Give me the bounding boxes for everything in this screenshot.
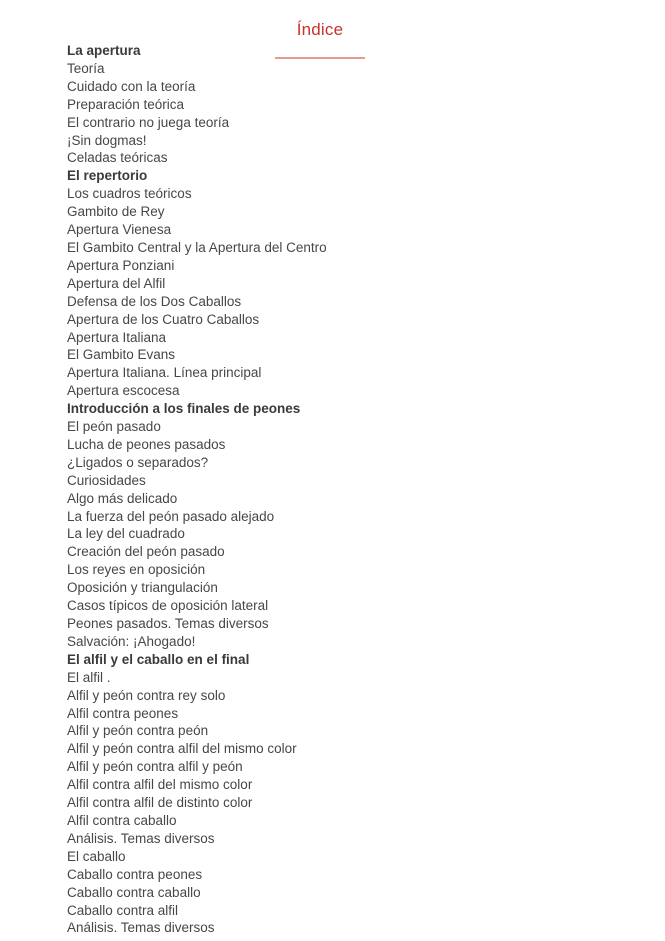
- toc-item: Apertura de los Cuatro Caballos: [67, 311, 260, 327]
- toc-item: Alfil y peón contra peón: [67, 723, 209, 739]
- toc-item: Apertura escocesa: [67, 383, 180, 399]
- toc-item: Apertura Ponziani: [67, 257, 175, 273]
- toc-item: Caballo contra caballo: [67, 884, 201, 900]
- toc-item: El Gambito Evans: [67, 347, 176, 363]
- toc-item: Casos típicos de oposición lateral: [67, 598, 269, 614]
- toc-item: ¡Sin dogmas!: [67, 132, 147, 148]
- toc-section-header: Introducción a los finales de peones: [67, 401, 301, 417]
- toc-item: Alfil y peón contra rey solo: [67, 687, 226, 703]
- toc-item: Alfil y peón contra alfil y peón: [67, 759, 243, 775]
- toc-list: [67, 42, 627, 937]
- toc-item: Alfil y peón contra alfil del mismo color: [67, 741, 297, 757]
- toc-item: Apertura del Alfil: [67, 275, 166, 291]
- toc-item: Preparación teórica: [67, 96, 185, 112]
- toc-item: Salvación: ¡Ahogado!: [67, 633, 196, 649]
- toc-section-header: La apertura: [67, 43, 141, 58]
- toc-item: Curiosidades: [67, 472, 146, 488]
- toc-item: Oposición y triangulación: [67, 580, 218, 596]
- toc-item: Análisis. Temas diversos: [67, 830, 215, 846]
- toc-item: Los cuadros teóricos: [67, 186, 192, 202]
- toc-item: Gambito de Rey: [67, 204, 165, 220]
- toc-item: Defensa de los Dos Caballos: [67, 293, 242, 309]
- toc-item: Alfil contra caballo: [67, 812, 177, 828]
- toc-item: Análisis. Temas diversos: [67, 920, 215, 936]
- toc-item: El peón pasado: [67, 419, 161, 435]
- toc-item: La fuerza del peón pasado alejado: [67, 508, 275, 524]
- toc-item: Los reyes en oposición: [67, 562, 206, 578]
- toc-item: Lucha de peones pasados: [67, 436, 226, 452]
- toc-item: ¿Ligados o separados?: [67, 454, 209, 470]
- toc-item: Algo más delicado: [67, 490, 178, 506]
- toc-item: Apertura Italiana: [67, 329, 167, 345]
- page-title: Índice: [296, 20, 344, 39]
- toc-item: El contrario no juega teoría: [67, 114, 230, 130]
- toc-item: El alfil .: [67, 669, 111, 685]
- toc-item: Celadas teóricas: [67, 150, 168, 166]
- toc-item: Apertura Vienesa: [67, 222, 172, 238]
- toc-item: Alfil contra alfil del mismo color: [67, 777, 253, 793]
- toc-section-header: El repertorio: [67, 168, 148, 184]
- toc-item: El Gambito Central y la Apertura del Centro: [67, 239, 327, 255]
- toc-item: El caballo: [67, 848, 126, 864]
- toc-item: Peones pasados. Temas diversos: [67, 616, 269, 631]
- toc-item: Apertura Italiana. Línea principal: [67, 365, 262, 381]
- toc-item: Caballo contra alfil: [67, 902, 179, 918]
- toc-item: La ley del cuadrado: [67, 526, 185, 542]
- toc-item: Alfil contra peones: [67, 705, 179, 721]
- toc-item: Caballo contra peones: [67, 866, 203, 882]
- toc-item: Teoría: [67, 60, 105, 76]
- toc-section-header: El alfil y el caballo en el final: [67, 651, 250, 667]
- toc-item: Creación del peón pasado: [67, 544, 225, 560]
- toc-item: Cuidado con la teoría: [67, 78, 196, 94]
- toc-item: Alfil contra alfil de distinto color: [67, 795, 253, 811]
